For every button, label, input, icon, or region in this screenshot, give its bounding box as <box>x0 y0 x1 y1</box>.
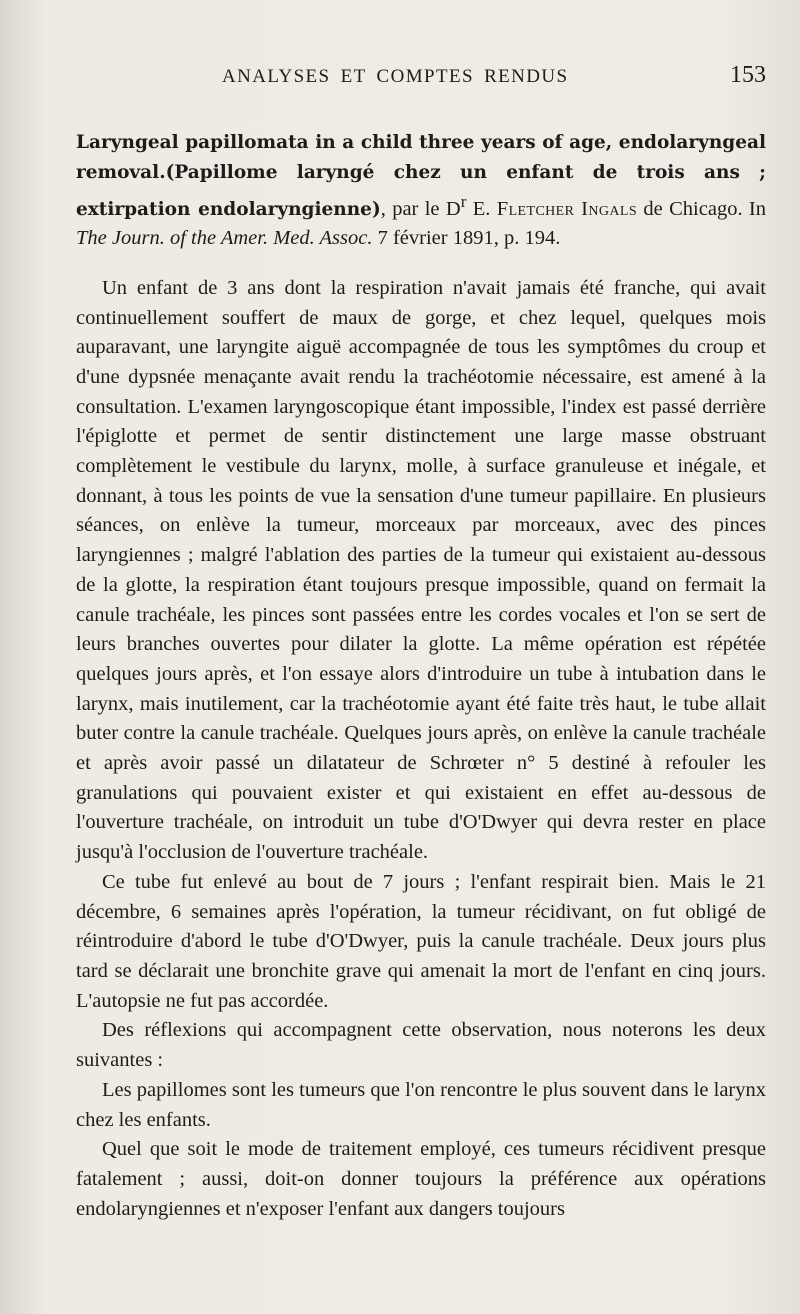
page-number: 153 <box>730 62 766 88</box>
publication-date: 7 février 1891, p. 194. <box>372 227 561 250</box>
article-body <box>76 274 766 1225</box>
article-title-english: Laryngeal papillomata in a child three years of age, endolaryngeal removal. <box>76 132 766 183</box>
page-header <box>76 62 766 94</box>
journal-title: The Journ. of the Amer. Med. Assoc. <box>76 227 373 250</box>
doctor-abbrev-sup: r <box>460 192 467 211</box>
paragraph-outcome: Ce tube fut enlevé au bout de 7 jours ; l'enfant respirait bien. Mais le 21 décembre, 6 semaines après l'opération, la tumeur récidivant, on fut obligé de réintroduire d'abord le tube d'O'Dwyer, puis la canule trachéale. Deux jours plus tard se déclarait une bronchite grave qui amenait la mort de l'enfant en cinq jours. L'autopsie ne fut pas accordée. <box>76 870 766 1012</box>
article-title-french: (Papillome laryngé chez un enfant de trois ans ; extirpation endolaryngienne) <box>76 161 766 220</box>
running-title: ANALYSES ET COMPTES RENDUS <box>222 66 569 87</box>
article-byline: , par le D <box>380 197 461 220</box>
page-content <box>76 128 766 1224</box>
author-initial: E. <box>466 197 497 220</box>
paragraph-case-report: Un enfant de 3 ans dont la respiration n'avait jamais été franche, qui avait continuellement souffert de maux de gorge, et chez lequel, quelques mois auparavant, une laryngite aiguë accompagnée de tous les symptômes du croup et d'une dypsnée menaçante avait rendu la trachéotomie nécessaire, est amené à la consultation. L'examen laryngoscopique étant impossible, l'index est passé derrière l'épiglotte et permet de sentir distinctement une large masse obstruant complètement le vestibule du larynx, molle, à surface granuleuse et inégale, et donnant, à tous les points de vue la sensation d'une tumeur papillaire. En plusieurs séances, on enlève la tumeur, morceaux par morceaux, avec des pinces laryngiennes ; malgré l'ablation des parties de la tumeur qui existaient au-dessous de la glotte, la respiration étant toujours presque impossible, quand on fermait la canule trachéale, les pinces sont passées entre les cordes vocales et l'on se sert de leurs branches ouvertes pour dilater la glotte. La même opération est répétée quelques jours après, et l'on essaye alors d'introduire un tube à intubation dans le larynx, mais inutilement, car la trachéotomie ayant été faite très haut, le tube allait buter contre la canule trachéale. Quelques jours après, on enlève la canule trachéale et après avoir passé un dilatateur de Schrœter n° 5 destiné à refouler les granulations qui pouvaient exister et qui existaient en effet au-dessous de l'ouverture trachéale, on introduit un tube d'O'Dwyer qui devra rester en place jusqu'à l'occlusion de l'ouverture trachéale. <box>76 276 766 864</box>
paragraph-reflections-intro: Des réflexions qui accompagnent cette observation, nous noterons les deux suivantes : <box>76 1019 766 1072</box>
author-name: Fletcher Ingals <box>496 197 638 220</box>
paragraph-reflection-1: Les papillomes sont les tumeurs que l'on rencontre le plus souvent dans le larynx chez les enfants. <box>76 1078 766 1131</box>
article-heading <box>76 128 766 254</box>
paragraph-reflection-2: Quel que soit le mode de traitement employé, ces tumeurs récidivent presque fatalement ; aussi, doit-on donner toujours la préférence aux opérations endolaryngiennes et n'exposer l'enfant aux dangers toujours <box>76 1138 766 1220</box>
author-location: de Chicago. In <box>637 197 767 220</box>
